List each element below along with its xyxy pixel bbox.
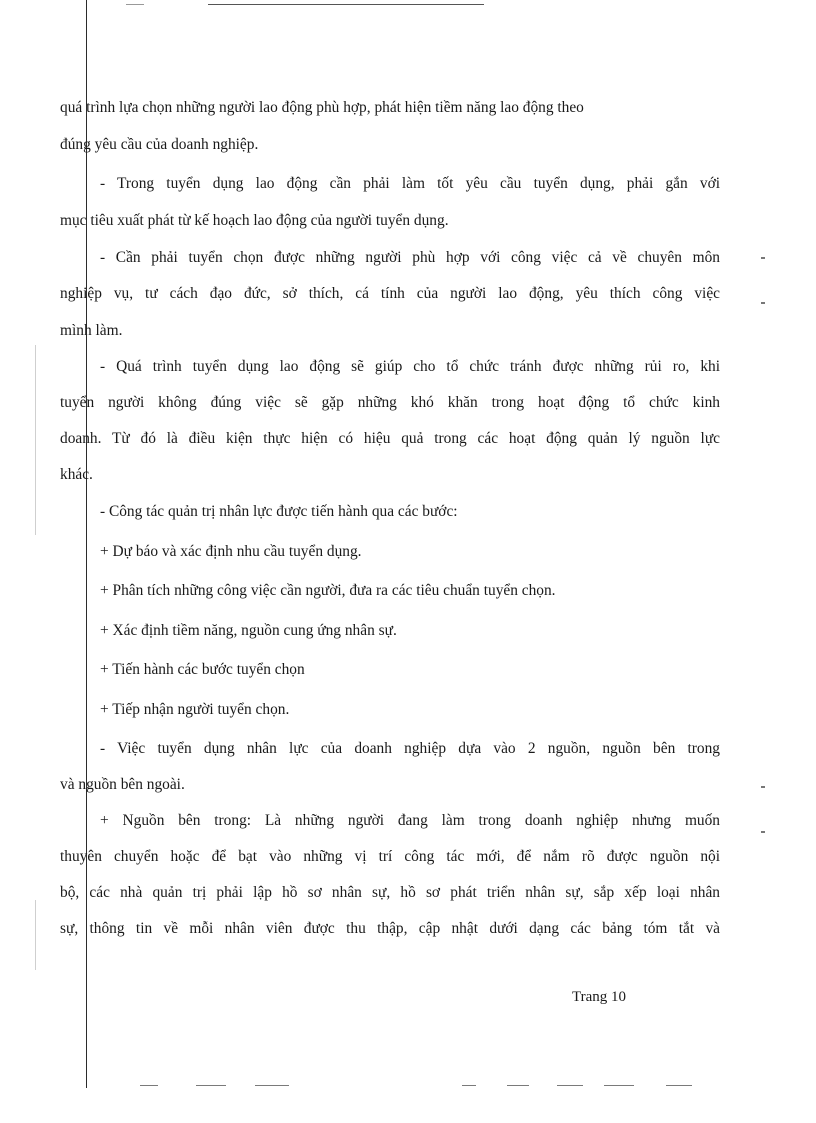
text-line: + Tiến hành các bước tuyển chọn bbox=[100, 661, 305, 678]
text-line: mục tiêu xuất phát từ kế hoạch lao động của người tuyển dụng. bbox=[60, 212, 449, 229]
text-line: + Tiếp nhận người tuyển chọn. bbox=[100, 701, 290, 718]
text-line: - Trong tuyển dụng lao động cần phải làm tốt yêu cầu tuyển dụng, phải gắn với bbox=[100, 175, 720, 192]
footer-dash bbox=[462, 1085, 476, 1086]
text-line: - Việc tuyển dụng nhân lực của doanh nghiệp dựa vào 2 nguồn, nguồn bên trong bbox=[100, 740, 720, 757]
footer-dash bbox=[255, 1085, 289, 1086]
text-line: nghiệp vụ, tư cách đạo đức, sở thích, cá tính của người lao động, yêu thích công việc bbox=[60, 285, 720, 302]
text-line: khác. bbox=[60, 466, 93, 483]
footer-dash bbox=[666, 1085, 692, 1086]
text-line: đúng yêu cầu của doanh nghiệp. bbox=[60, 136, 259, 153]
text-line: + Nguồn bên trong: Là những người đang làm trong doanh nghiệp nhưng muốn bbox=[100, 812, 720, 829]
text-line: doanh. Từ đó là điều kiện thực hiện có hiệu quả trong các hoạt động quản lý nguồn lực bbox=[60, 430, 720, 447]
text-line: + Dự báo và xác định nhu cầu tuyển dụng. bbox=[100, 543, 362, 560]
right-margin-mark bbox=[761, 302, 765, 304]
right-margin-mark bbox=[761, 257, 765, 259]
text-line: và nguồn bên ngoài. bbox=[60, 776, 185, 793]
footer-dash bbox=[140, 1085, 158, 1086]
right-margin-mark bbox=[761, 831, 765, 833]
faint-margin-line bbox=[35, 345, 36, 535]
footer-dash bbox=[507, 1085, 529, 1086]
text-line: - Quá trình tuyển dụng lao động sẽ giúp cho tổ chức tránh được những rủi ro, khi bbox=[100, 358, 720, 375]
footer-dash bbox=[604, 1085, 634, 1086]
text-line: + Phân tích những công việc cần người, đưa ra các tiêu chuẩn tuyển chọn. bbox=[100, 582, 556, 599]
text-line: tuyển người không đúng việc sẽ gặp những khó khăn trong hoạt động tổ chức kinh bbox=[60, 394, 720, 411]
text-line: thuyên chuyển hoặc để bạt vào những vị trí công tác mới, để nắm rõ được nguồn nội bbox=[60, 848, 720, 865]
text-line: + Xác định tiềm năng, nguồn cung ứng nhân sự. bbox=[100, 622, 397, 639]
text-line: mình làm. bbox=[60, 322, 123, 339]
text-line: quá trình lựa chọn những người lao động phù hợp, phát hiện tiềm năng lao động theo bbox=[60, 99, 584, 116]
faint-margin-line-lower bbox=[35, 900, 36, 970]
text-line: - Công tác quản trị nhân lực được tiến hành qua các bước: bbox=[100, 503, 458, 520]
footer-dash bbox=[557, 1085, 583, 1086]
top-scan-line bbox=[208, 4, 484, 5]
right-margin-mark bbox=[761, 786, 765, 788]
footer-dash bbox=[196, 1085, 226, 1086]
text-line: - Cần phải tuyển chọn được những người phù hợp với công việc cả về chuyên môn bbox=[100, 249, 720, 266]
text-line: sự, thông tin về mỗi nhân viên được thu thập, cập nhật dưới dạng các bảng tóm tắt và bbox=[60, 920, 720, 937]
page-number: Trang 10 bbox=[572, 989, 627, 1005]
top-scan-dash bbox=[126, 4, 144, 5]
text-line: bộ, các nhà quản trị phải lập hồ sơ nhân sự, hồ sơ phát triển nhân sự, sắp xếp loại nhân bbox=[60, 884, 720, 901]
